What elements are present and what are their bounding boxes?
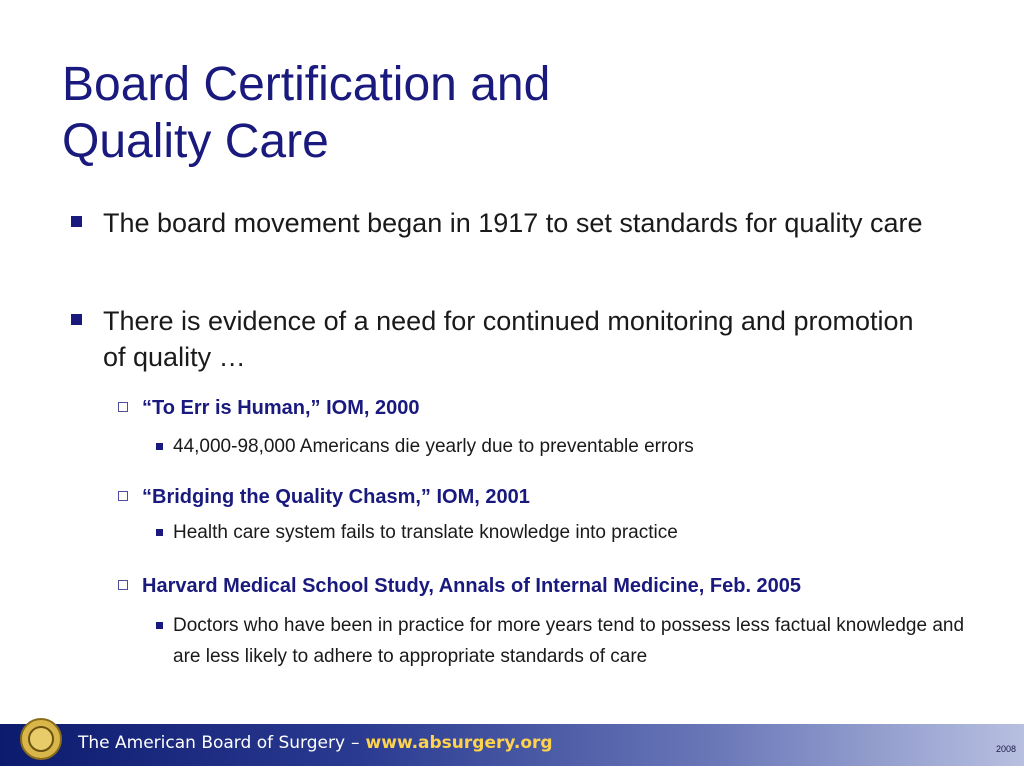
small-square-bullet-icon xyxy=(156,622,163,629)
sub-bullet-item xyxy=(118,484,978,510)
footer-url-link[interactable]: www.absurgery.org xyxy=(365,733,553,753)
sub-bullet-item xyxy=(118,395,978,421)
sub-bullet-text: “To Err is Human,” IOM, 2000 xyxy=(142,397,420,419)
detail-bullet-text: Health care system fails to translate knowledge into practice xyxy=(173,522,678,543)
square-bullet-icon xyxy=(71,314,82,325)
footer-separator: – xyxy=(351,733,360,753)
detail-bullet-text: Doctors who have been in practice for more years tend to possess less factual knowledge and are less likely to adhere to appropriate standards of care xyxy=(173,615,965,667)
sub-bullet-item xyxy=(118,573,978,599)
slide-title xyxy=(62,56,962,170)
small-square-bullet-icon xyxy=(156,529,163,536)
footer-org-name: The American Board of Surgery xyxy=(78,733,346,753)
sub-bullet-text: “Bridging the Quality Chasm,” IOM, 2001 xyxy=(142,486,530,508)
bullet-item xyxy=(71,205,931,241)
detail-bullet-item xyxy=(156,517,986,548)
hollow-square-bullet-icon xyxy=(118,491,128,501)
detail-bullet-text: 44,000-98,000 Americans die yearly due to preventable errors xyxy=(173,436,694,457)
bullet-text: There is evidence of a need for continued monitoring and promotion of quality … xyxy=(103,306,914,372)
footer-text xyxy=(78,732,553,754)
square-bullet-icon xyxy=(71,216,82,227)
seal-inner-ring xyxy=(28,726,54,752)
slide-title-line-1: Board Certification and xyxy=(62,58,551,111)
hollow-square-bullet-icon xyxy=(118,402,128,412)
hollow-square-bullet-icon xyxy=(118,580,128,590)
bullet-item xyxy=(71,303,931,375)
footer xyxy=(0,718,1024,768)
abs-seal-icon xyxy=(20,718,62,760)
bullet-text: The board movement began in 1917 to set standards for quality care xyxy=(103,208,923,238)
detail-bullet-item xyxy=(156,610,986,672)
small-square-bullet-icon xyxy=(156,443,163,450)
sub-bullet-text: Harvard Medical School Study, Annals of Internal Medicine, Feb. 2005 xyxy=(142,575,802,597)
slide-title-line-2: Quality Care xyxy=(62,115,329,168)
footer-year: 2008 xyxy=(995,744,1016,754)
detail-bullet-item xyxy=(156,431,986,462)
